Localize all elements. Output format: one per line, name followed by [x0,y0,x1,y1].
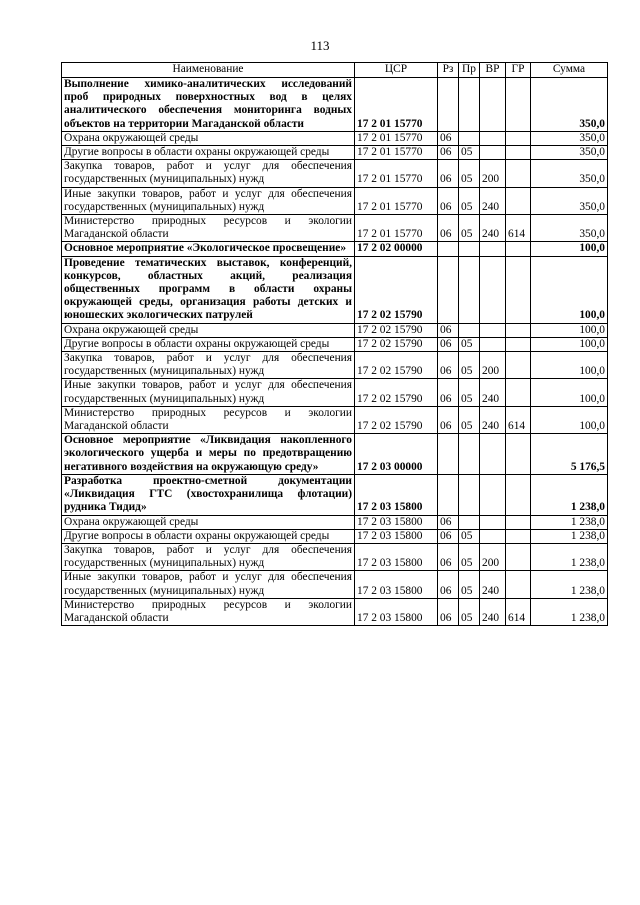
cell-gr [506,337,531,351]
cell-csr: 17 2 02 15790 [355,406,438,433]
cell-sum: 100,0 [531,379,608,406]
cell-name: Охрана окружающей среды [62,323,355,337]
cell-name: Другие вопросы в области охраны окружающей среды [62,337,355,351]
cell-csr: 17 2 03 15800 [355,515,438,529]
cell-pr: 05 [459,160,480,187]
cell-pr: 05 [459,529,480,543]
cell-csr: 17 2 02 15790 [355,337,438,351]
cell-pr [459,78,480,132]
cell-sum: 350,0 [531,78,608,132]
cell-gr [506,352,531,379]
cell-name: Разработка проектно-сметной документации «Ликвидация ГТС (хвостохранилища флотации) рудника Тидид» [62,474,355,515]
cell-sum: 350,0 [531,131,608,145]
cell-vr: 240 [480,187,506,214]
cell-rz [438,434,459,475]
cell-pr [459,474,480,515]
table-row [62,434,608,475]
cell-rz: 06 [438,215,459,242]
cell-pr: 05 [459,543,480,570]
cell-sum: 100,0 [531,337,608,351]
table-row [62,352,608,379]
cell-name: Охрана окружающей среды [62,131,355,145]
cell-name: Основное мероприятие «Ликвидация накопленного экологического ущерба и меры по предотвращению негативного воздействия на окружающую среду» [62,434,355,475]
table-row [62,215,608,242]
table-row [62,515,608,529]
header-gr: ГР [506,63,531,78]
cell-pr [459,242,480,256]
cell-csr: 17 2 03 15800 [355,474,438,515]
cell-gr [506,571,531,598]
cell-gr [506,146,531,160]
table-row [62,323,608,337]
cell-gr: 614 [506,406,531,433]
cell-sum: 350,0 [531,146,608,160]
cell-name: Другие вопросы в области охраны окружающей среды [62,529,355,543]
table-row [62,337,608,351]
cell-vr [480,434,506,475]
cell-sum: 5 176,5 [531,434,608,475]
cell-vr: 240 [480,215,506,242]
cell-csr: 17 2 02 15790 [355,379,438,406]
cell-csr: 17 2 03 15800 [355,543,438,570]
header-vr: ВР [480,63,506,78]
table-row [62,571,608,598]
cell-vr: 240 [480,571,506,598]
cell-vr: 240 [480,379,506,406]
cell-vr [480,242,506,256]
cell-csr: 17 2 02 15790 [355,256,438,323]
cell-vr [480,131,506,145]
cell-rz: 06 [438,543,459,570]
cell-rz: 06 [438,323,459,337]
cell-vr [480,515,506,529]
cell-pr [459,515,480,529]
header-name: Наименование [62,63,355,78]
table-row [62,406,608,433]
cell-csr: 17 2 03 15800 [355,571,438,598]
cell-gr [506,543,531,570]
cell-vr: 200 [480,543,506,570]
cell-sum: 350,0 [531,215,608,242]
table-row [62,598,608,625]
cell-sum: 1 238,0 [531,543,608,570]
cell-pr [459,256,480,323]
cell-gr [506,131,531,145]
cell-gr [506,160,531,187]
cell-gr [506,474,531,515]
cell-pr: 05 [459,215,480,242]
cell-name: Другие вопросы в области охраны окружающей среды [62,146,355,160]
cell-sum: 350,0 [531,187,608,214]
cell-vr [480,78,506,132]
cell-name: Министерство природных ресурсов и экологии Магаданской области [62,598,355,625]
cell-rz: 06 [438,146,459,160]
cell-sum: 100,0 [531,242,608,256]
cell-name: Закупка товаров, работ и услуг для обеспечения государственных (муниципальных) нужд [62,160,355,187]
cell-rz: 06 [438,337,459,351]
cell-csr: 17 2 01 15770 [355,160,438,187]
cell-pr: 05 [459,187,480,214]
cell-pr: 05 [459,406,480,433]
header-csr: ЦСР [355,63,438,78]
cell-pr: 05 [459,379,480,406]
cell-csr: 17 2 01 15770 [355,215,438,242]
cell-csr: 17 2 02 15790 [355,352,438,379]
cell-name: Охрана окружающей среды [62,515,355,529]
cell-vr [480,146,506,160]
cell-pr: 05 [459,337,480,351]
cell-name: Министерство природных ресурсов и экологии Магаданской области [62,215,355,242]
cell-sum: 1 238,0 [531,474,608,515]
cell-gr [506,515,531,529]
cell-pr: 05 [459,571,480,598]
cell-pr: 05 [459,352,480,379]
cell-rz: 06 [438,529,459,543]
table-row [62,78,608,132]
cell-gr [506,256,531,323]
cell-name: Иные закупки товаров, работ и услуг для обеспечения государственных (муниципальных) нужд [62,379,355,406]
cell-pr [459,131,480,145]
cell-vr [480,474,506,515]
cell-csr: 17 2 02 15790 [355,323,438,337]
table-body [62,78,608,626]
header-rz: Рз [438,63,459,78]
cell-sum: 100,0 [531,352,608,379]
cell-gr [506,323,531,337]
cell-rz [438,242,459,256]
table-row [62,474,608,515]
cell-rz: 06 [438,131,459,145]
cell-rz: 06 [438,187,459,214]
cell-gr [506,434,531,475]
cell-sum: 100,0 [531,406,608,433]
table-row [62,131,608,145]
table-row [62,256,608,323]
cell-rz: 06 [438,571,459,598]
header-pr: Пр [459,63,480,78]
cell-name: Основное мероприятие «Экологическое просвещение» [62,242,355,256]
cell-vr [480,256,506,323]
cell-rz: 06 [438,515,459,529]
table-row [62,187,608,214]
cell-rz: 06 [438,406,459,433]
budget-table [61,62,608,626]
cell-vr: 200 [480,352,506,379]
cell-sum: 350,0 [531,160,608,187]
cell-csr: 17 2 01 15770 [355,146,438,160]
cell-rz [438,256,459,323]
cell-gr: 614 [506,215,531,242]
cell-sum: 1 238,0 [531,571,608,598]
cell-vr: 200 [480,160,506,187]
cell-sum: 1 238,0 [531,529,608,543]
cell-csr: 17 2 03 00000 [355,434,438,475]
cell-csr: 17 2 03 15800 [355,529,438,543]
cell-vr: 240 [480,598,506,625]
cell-gr [506,529,531,543]
cell-vr [480,529,506,543]
cell-rz: 06 [438,379,459,406]
cell-vr [480,323,506,337]
cell-rz [438,78,459,132]
cell-name: Проведение тематических выставок, конференций, конкурсов, областных акций, реализация общественных программ в области охраны окружающей среды, организация работы детских и юношеских экологических патрулей [62,256,355,323]
table-row [62,160,608,187]
table-row [62,242,608,256]
cell-sum: 100,0 [531,323,608,337]
cell-name: Иные закупки товаров, работ и услуг для обеспечения государственных (муниципальных) нужд [62,571,355,598]
cell-csr: 17 2 01 15770 [355,187,438,214]
cell-pr: 05 [459,146,480,160]
cell-csr: 17 2 02 00000 [355,242,438,256]
cell-gr [506,379,531,406]
cell-gr [506,78,531,132]
table-row [62,529,608,543]
cell-pr [459,323,480,337]
header-row [62,63,608,78]
cell-sum: 1 238,0 [531,515,608,529]
cell-name: Закупка товаров, работ и услуг для обеспечения государственных (муниципальных) нужд [62,352,355,379]
cell-rz [438,474,459,515]
table-row [62,379,608,406]
cell-rz: 06 [438,160,459,187]
page-number: 113 [310,38,330,53]
cell-name: Закупка товаров, работ и услуг для обеспечения государственных (муниципальных) нужд [62,543,355,570]
cell-rz: 06 [438,352,459,379]
cell-name: Выполнение химико-аналитических исследований проб природных поверхностных вод в целях аналитического обеспечения мониторинга водных объектов на территории Магаданской области [62,78,355,132]
cell-pr: 05 [459,598,480,625]
cell-vr: 240 [480,406,506,433]
cell-gr [506,187,531,214]
cell-csr: 17 2 03 15800 [355,598,438,625]
cell-csr: 17 2 01 15770 [355,131,438,145]
cell-gr: 614 [506,598,531,625]
cell-vr [480,337,506,351]
cell-csr: 17 2 01 15770 [355,78,438,132]
cell-gr [506,242,531,256]
cell-name: Иные закупки товаров, работ и услуг для обеспечения государственных (муниципальных) нужд [62,187,355,214]
cell-rz: 06 [438,598,459,625]
cell-sum: 100,0 [531,256,608,323]
cell-name: Министерство природных ресурсов и экологии Магаданской области [62,406,355,433]
table-row [62,146,608,160]
cell-pr [459,434,480,475]
cell-sum: 1 238,0 [531,598,608,625]
header-sum: Сумма [531,63,608,78]
table-row [62,543,608,570]
